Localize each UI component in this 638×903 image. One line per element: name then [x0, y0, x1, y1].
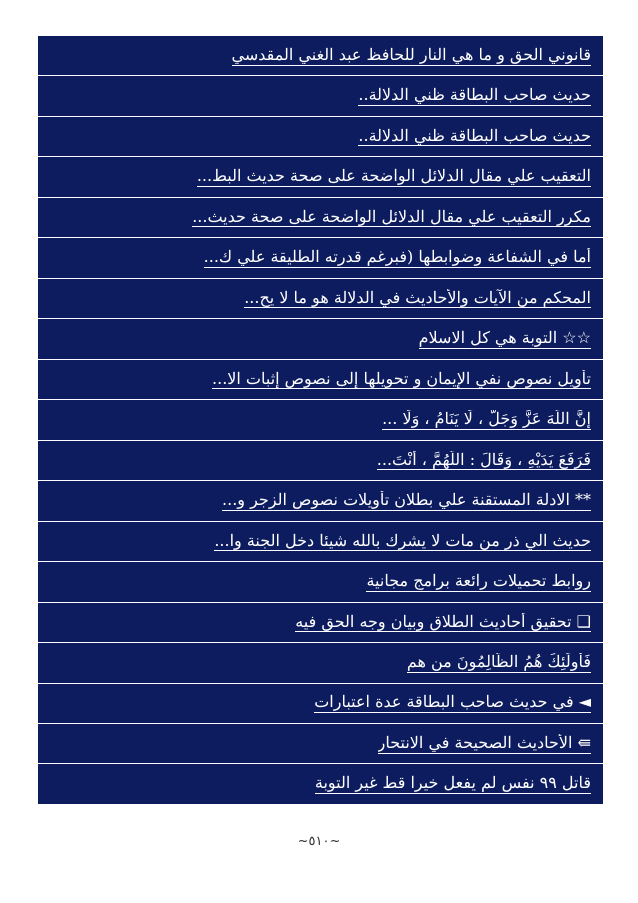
toc-row[interactable] [38, 319, 603, 359]
toc-row[interactable] [38, 481, 603, 521]
toc-link[interactable]: ☆☆ التوبة هي كل الاسلام [418, 329, 591, 348]
toc-link[interactable]: أما في الشفاعة وضوابطها (فبرغم قدرته الطليقة علي ك... [203, 248, 591, 267]
toc-row[interactable] [38, 198, 603, 238]
toc-link[interactable]: فَرَفَعَ يَدَيْهِ ، وَقَالَ : اللَّهُمَّ ، أَنْتَ... [376, 450, 591, 469]
toc-row[interactable] [38, 684, 603, 724]
toc-row[interactable] [38, 441, 603, 481]
toc-row[interactable] [38, 643, 603, 683]
toc-link[interactable]: ◄ في حديث صاحب البطاقة عدة اعتبارات [314, 693, 591, 712]
toc-link[interactable]: ❑ تحقيق أحاديث الطلاق وبيان وجه الحق فيه [295, 612, 591, 631]
toc-link[interactable]: روابط تحميلات رائعة برامج مجانية [366, 572, 591, 591]
toc-link[interactable]: حديث الي ذر من مات لا يشرك بالله شيئا دخل الجنة وا... [214, 531, 591, 550]
toc-link[interactable]: مكرر التعقيب علي مقال الدلائل الواضحة على صحة حديث... [192, 207, 591, 226]
toc-link[interactable]: تأويل نصوص نفي الإيمان و تحويلها إلى نصوص إثبات الا... [212, 369, 591, 388]
toc-link[interactable]: ** الادلة المستقنة علي بطلان تأويلات نصوص الزجر و... [222, 491, 591, 510]
toc-panel [38, 36, 603, 804]
toc-row[interactable] [38, 764, 603, 803]
toc-row[interactable] [38, 562, 603, 602]
toc-link[interactable]: التعقيب علي مقال الدلائل الواضحة على صحة حديث البط... [196, 167, 591, 186]
toc-link[interactable]: إِنَّ اللَّهَ عَزَّ وَجَلَّ ، لَا يَنَامُ ، وَلَا ... [382, 410, 591, 429]
toc-link[interactable]: حديث صاحب البطاقة ظني الدلالة.. [358, 126, 591, 145]
toc-row[interactable] [38, 117, 603, 157]
toc-row[interactable] [38, 238, 603, 278]
toc-row[interactable] [38, 603, 603, 643]
toc-row[interactable] [38, 724, 603, 764]
toc-row[interactable] [38, 400, 603, 440]
toc-row[interactable] [38, 360, 603, 400]
toc-row[interactable] [38, 76, 603, 116]
toc-link[interactable]: فَأُولَئِكَ هُمُ الظَّالِمُونَ من هم [406, 652, 591, 671]
toc-link[interactable]: ⇚ الأحاديث الصحيحة في الانتحار [377, 733, 591, 752]
toc-link[interactable]: المحكم من الآيات والأحاديث في الدلالة هو ما لا يح... [244, 288, 591, 307]
toc-link[interactable]: حديث صاحب البطاقة ظني الدلالة.. [358, 86, 591, 105]
toc-row[interactable] [38, 522, 603, 562]
toc-row[interactable] [38, 36, 603, 76]
toc-link[interactable]: قانوني الحق و ما هي النار للحافظ عبد الغني المقدسي [231, 45, 591, 64]
page-number: ~٥١٠~ [297, 834, 341, 849]
toc-link[interactable]: قاتل ٩٩ نفس لم يفعل خيرا قط غير التوبة [314, 774, 591, 793]
toc-row[interactable] [38, 157, 603, 197]
toc-row[interactable] [38, 279, 603, 319]
